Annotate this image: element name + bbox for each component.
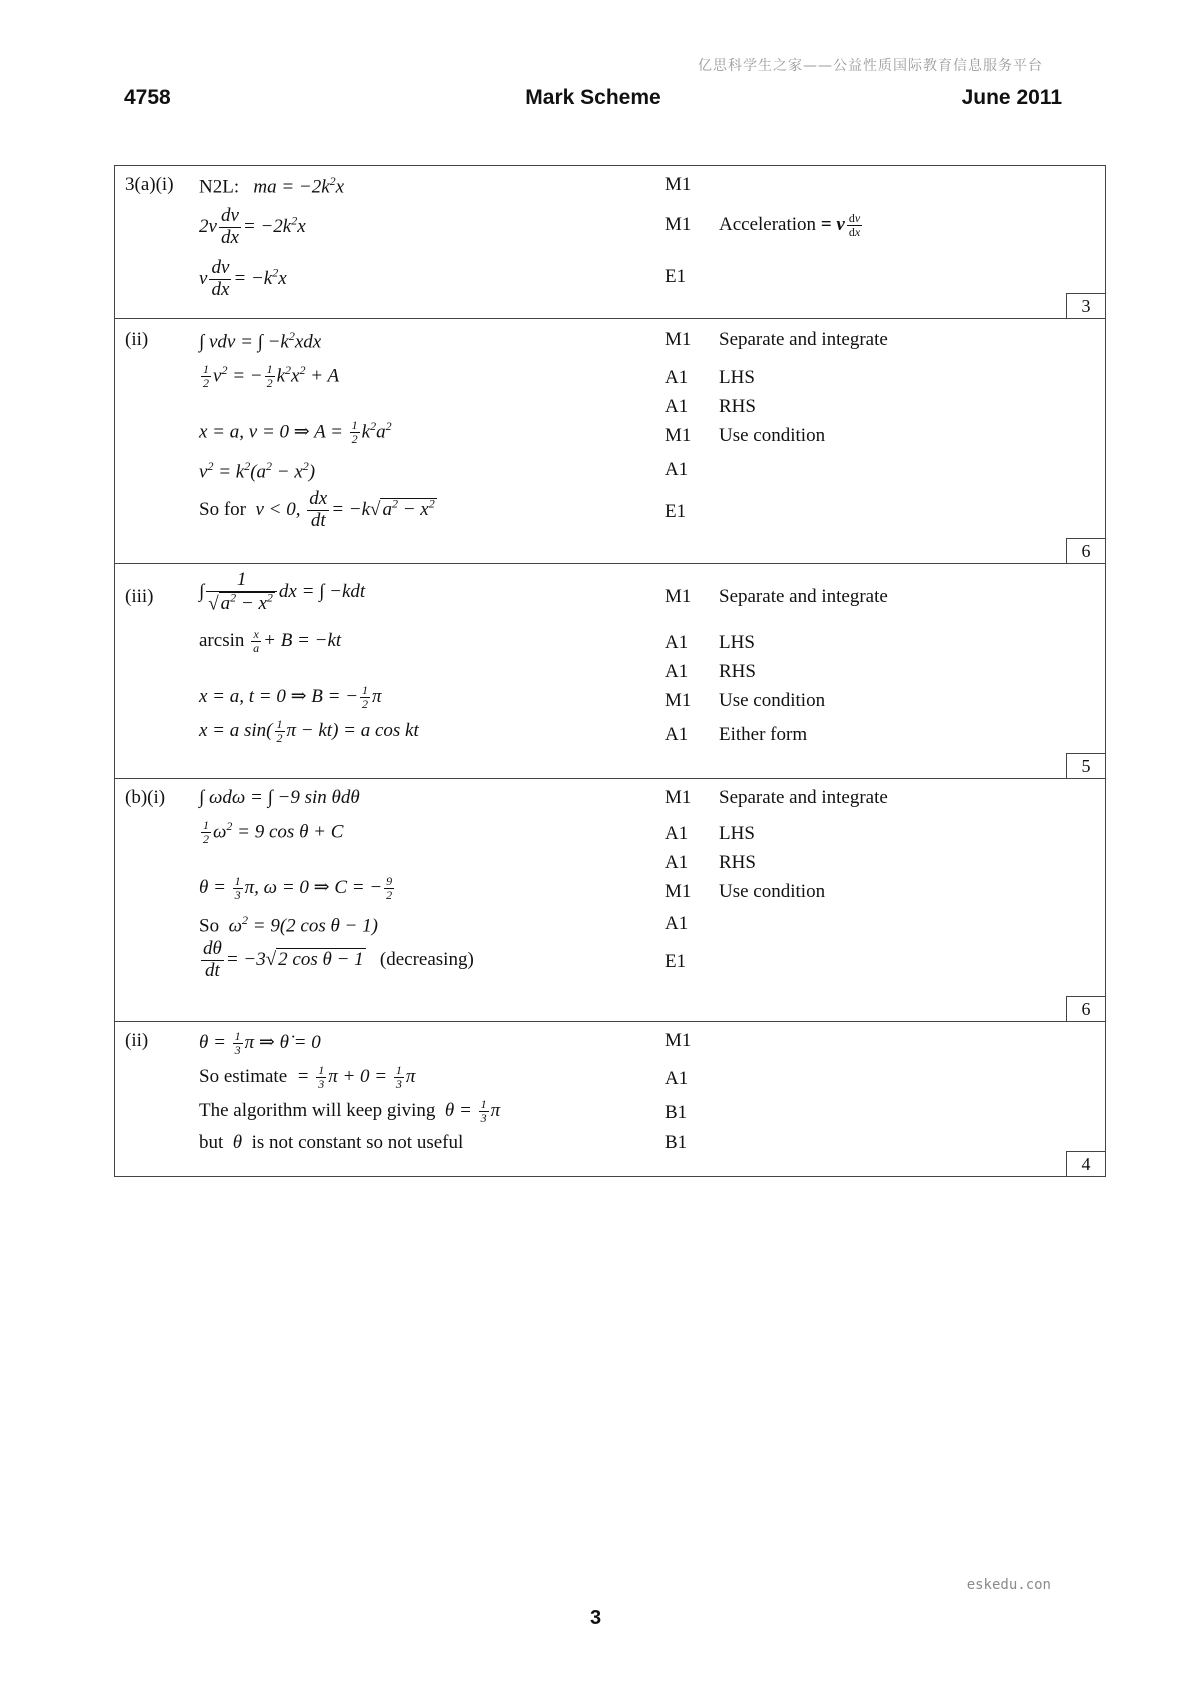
n2l-label: N2L: [199,176,240,198]
comment-text: LHS [719,367,755,388]
mark-code: B1 [665,1132,688,1153]
mark-code: M1 [665,881,692,902]
mark-code: E1 [665,501,687,522]
question-block-3bi [115,779,1105,1022]
mark-code: A1 [665,913,689,934]
part-label: (b)(i) [125,787,166,808]
math-expression: x = a sin( $\frac{1}{2}$ π − kt) = a cos kt [199,717,419,746]
question-block-3aiii [115,564,1105,779]
so-estimate-label: So estimate [199,1066,288,1088]
math-expression: N2L: ma = $-2k^2x$ [199,174,345,198]
comment-text: Either form [719,724,808,745]
so-label: So [199,915,220,937]
mark-code: E1 [665,951,687,972]
mark-code: M1 [665,787,692,808]
footer-watermark: eskedu.con [966,1577,1051,1593]
part-label: (ii) [125,329,149,350]
so-for-label: So for [199,498,246,520]
mark-code: A1 [665,632,689,653]
mark-scheme-table [114,165,1106,1177]
math-expression: θ = $\frac{1}{3}$ π, ω = 0 ⇒ C = − $\frac{9}{2}$ [199,874,393,903]
comment-text: Separate and integrate [719,586,888,607]
decreasing-note: (decreasing) [379,948,474,970]
mark-code: A1 [665,459,689,480]
comment-text: Use condition [719,425,826,446]
comment-label: Acceleration [719,214,817,236]
mark-code: M1 [665,174,692,195]
comment-text: Separate and integrate [719,787,888,808]
mark-code: A1 [665,852,689,873]
math-expression: $v^2 = k^2(a^2 - x^2)$ [199,459,316,483]
document-title: Mark Scheme [525,86,661,109]
page-number: 3 [589,1607,602,1629]
math-expression: So for v < 0, $\frac{dx}{dt}$ = −k√ $a^2 - x^2$ [199,488,435,531]
math-expression: So estimate = $\frac{1}{3}$ π + 0 = $\frac{1}{3}$ π [199,1063,416,1092]
mark-code: A1 [665,823,689,844]
page-header [124,86,1062,114]
math-expression: ∫ ωdω = ∫ −9 sin θdθ [199,787,360,808]
question-block-3bii [115,1022,1105,1176]
comment-text: LHS [719,823,755,844]
part-label: 3(a)(i) [125,174,174,195]
comment-text: Separate and integrate [719,329,888,350]
math-expression: ∫ $\frac{1}{√ a^2 - x^2}$ dx = ∫ −kdt [199,569,366,615]
watermark-header: 亿思科学生之家——公益性质国际教育信息服务平台 [698,58,1043,74]
comment-text: RHS [719,852,756,873]
math-expression: $\frac{d\theta}{dt}$ = −3√ 2 cos θ − 1 (decreasing) [203,938,474,981]
part-total-marks: 4 [1066,1151,1105,1176]
part-total-marks: 3 [1066,293,1105,318]
question-block-3aii [115,319,1105,564]
math-expression: x = a, t = 0 ⇒ B = − $\frac{1}{2}$ π [199,683,382,712]
math-expression: ∫ vdv = ∫ $-k^2xdx$ [199,329,322,353]
question-block-3ai [115,166,1105,319]
comment-text: Acceleration = v $\frac{dv}{dx}$ [719,211,861,240]
comment-text: RHS [719,661,756,682]
but-label: but [199,1132,224,1153]
part-total-marks: 6 [1066,996,1105,1021]
mark-code: M1 [665,214,692,235]
mark-code: A1 [665,1068,689,1089]
mark-code: E1 [665,266,687,287]
mark-code: B1 [665,1102,688,1123]
mark-code: M1 [665,586,692,607]
math-expression: arcsin $\frac{x}{a}$ + B = −kt [199,627,342,656]
mark-code: M1 [665,425,692,446]
comment-text: Use condition [719,690,826,711]
math-expression: So $\omega^2 = 9(2$ cos θ − 1) [199,913,378,937]
math-expression: but θ is not constant so not useful [199,1132,464,1153]
mark-code: A1 [665,396,689,417]
math-expression: 2v $\frac{dv}{dx}$ = $-2k^2x$ [199,205,306,248]
paper-code: 4758 [124,86,171,109]
math-expression: v $\frac{dv}{dx}$ = $-k^2x$ [199,257,287,300]
comment-text: Use condition [719,881,826,902]
math-expression: $\frac{1}{2}$ $v^2$ = − $\frac{1}{2}$ $k^2x^2 + A$ [203,362,340,391]
mark-code: A1 [665,367,689,388]
not-constant-text: is not constant so not useful [251,1132,464,1153]
part-label: (iii) [125,586,154,607]
math-expression: The algorithm will keep giving θ = $\frac{1}{3}$ π [199,1097,501,1126]
part-total-marks: 6 [1066,538,1105,563]
part-total-marks: 5 [1066,753,1105,778]
mark-code: M1 [665,690,692,711]
mark-code: M1 [665,1030,692,1051]
comment-text: RHS [719,396,756,417]
math-expression: x = a, v = 0 ⇒ A = $\frac{1}{2}$ $k^2a^2$ [199,418,392,447]
mark-code: A1 [665,661,689,682]
math-expression: $\frac{1}{2}$ $\omega^2 = 9$ cos θ + C [203,818,344,847]
algorithm-text: The algorithm will keep giving [199,1100,436,1122]
mark-code: M1 [665,329,692,350]
comment-text: LHS [719,632,755,653]
exam-date: June 2011 [961,86,1062,109]
part-label: (ii) [125,1030,149,1051]
math-expression: θ = $\frac{1}{3}$ π ⇒ θ̇ = 0 [199,1029,321,1058]
mark-code: A1 [665,724,689,745]
